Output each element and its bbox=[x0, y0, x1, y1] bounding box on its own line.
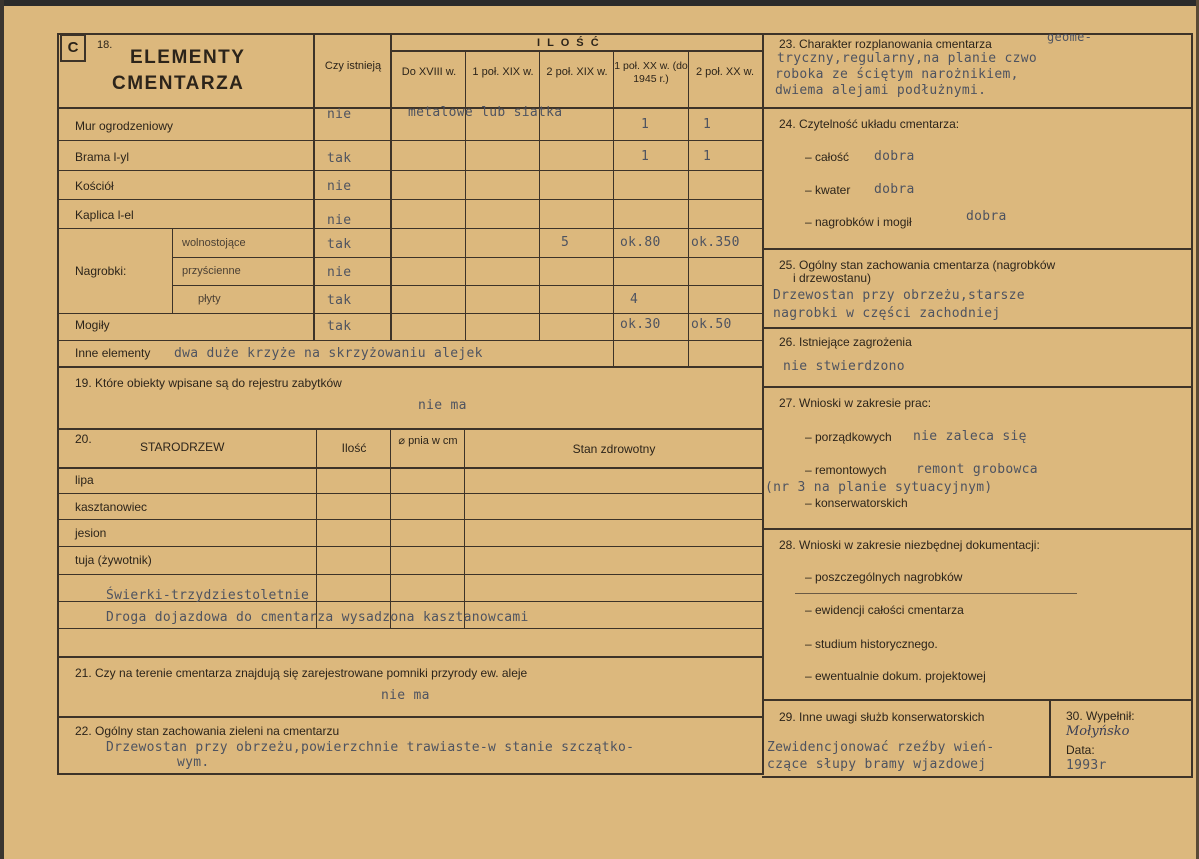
rule bbox=[57, 33, 59, 775]
row-wolno-xx2: ok.350 bbox=[691, 235, 740, 250]
row-plyty-exists: tak bbox=[327, 293, 352, 308]
section-29-label: 29. Inne uwagi służb konserwatorskich bbox=[779, 710, 985, 724]
row-inne-value: dwa duże krzyże na skrzyżowaniu alejek bbox=[174, 346, 483, 361]
section-22-value-line1: Drzewostan przy obrzeżu,powierzchnie trawiaste-w stanie szczątko- bbox=[106, 740, 635, 755]
section-24-kwater-value: dobra bbox=[874, 182, 915, 197]
rule bbox=[57, 313, 763, 314]
section-19-label: 19. Które obiekty wpisane są do rejestru zabytków bbox=[75, 376, 342, 390]
section-23-value-line3: dwiema alejami podłużnymi. bbox=[775, 83, 987, 98]
rule bbox=[57, 428, 763, 430]
row-wolno-xix2: 5 bbox=[561, 235, 570, 250]
rule bbox=[57, 228, 763, 229]
section-26-label: 26. Istniejące zagrożenia bbox=[779, 335, 912, 349]
row-wolno-label: wolnostojące bbox=[182, 237, 246, 249]
rule bbox=[172, 257, 763, 258]
tree-row-lipa: lipa bbox=[75, 473, 94, 487]
section-27-rem-value: remont grobowca bbox=[916, 462, 1038, 477]
rule bbox=[464, 428, 465, 628]
tree-row-kasztanowiec: kasztanowiec bbox=[75, 500, 148, 514]
rule bbox=[57, 773, 763, 775]
row-brama-xx1: 1 bbox=[641, 149, 650, 164]
section-24-label: 24. Czytelność układu cmentarza: bbox=[779, 117, 960, 131]
section-27-porz-value: nie zaleca się bbox=[913, 429, 1027, 444]
row-mur-label: Mur ogrodzeniowy bbox=[75, 119, 174, 133]
col-2pol-xix: 2 poł. XIX w. bbox=[546, 66, 608, 78]
row-mur-xx2: 1 bbox=[703, 117, 712, 132]
row-mur-exists: nie bbox=[327, 107, 352, 122]
rule bbox=[762, 33, 1192, 35]
section-25-value-line1: Drzewostan przy obrzeżu,starsze bbox=[773, 288, 1025, 303]
row-plyty-xx1: 4 bbox=[630, 292, 639, 307]
card-letter-box: C bbox=[60, 34, 86, 62]
section-30-label: 30. Wypełnił: bbox=[1066, 709, 1135, 723]
rule bbox=[688, 50, 689, 367]
row-mur-material: metalowe lub siatka bbox=[408, 105, 563, 120]
rule bbox=[390, 50, 763, 52]
row-nagrobki-label: Nagrobki: bbox=[75, 264, 127, 278]
col-tree-stan: Stan zdrowotny bbox=[572, 442, 656, 456]
section-21-label: 21. Czy na terenie cmentarza znajdują się zarejestrowane pomniki przyrody ew. aleje bbox=[75, 666, 528, 680]
row-brama-label: Brama l-yl bbox=[75, 150, 130, 164]
section-25-label-line1: 25. Ogólny stan zachowania cmentarza (nagrobków bbox=[779, 258, 1056, 272]
row-kaplica-label: Kaplica l-el bbox=[75, 208, 134, 222]
section-23-value-line0: geome- bbox=[1047, 30, 1093, 44]
col-ilosc-header: I L O Ś Ć bbox=[537, 37, 601, 49]
section-23-value-line1: tryczny,regularny,na planie czwo bbox=[777, 51, 1038, 66]
section-18-title-line1: ELEMENTY bbox=[130, 47, 246, 68]
section-27-label: 27. Wnioski w zakresie prac: bbox=[779, 396, 932, 410]
section-19-value: nie ma bbox=[418, 398, 467, 413]
col-do-xviii: Do XVIII w. bbox=[401, 66, 457, 78]
section-28-item-3: – studium historycznego. bbox=[805, 637, 938, 651]
section-24-nagrobkow: – nagrobków i mogił bbox=[805, 215, 912, 229]
rule bbox=[57, 519, 763, 520]
section-25-label-line2: i drzewostanu) bbox=[793, 271, 872, 285]
row-przysc-label: przyścienne bbox=[182, 265, 241, 277]
section-25-value-line2: nagrobki w części zachodniej bbox=[773, 306, 1001, 321]
dashed-rule bbox=[795, 593, 1077, 594]
section-27-rem-value-line2: (nr 3 na planie sytuacyjnym) bbox=[765, 480, 993, 495]
row-brama-exists: tak bbox=[327, 151, 352, 166]
rule bbox=[57, 493, 763, 494]
section-28-item-4: – ewentualnie dokum. projektowej bbox=[805, 669, 986, 683]
rule bbox=[762, 248, 1192, 250]
section-28-item-1: – poszczególnych nagrobków bbox=[805, 570, 963, 584]
section-22-label: 22. Ogólny stan zachowania zieleni na cmentarzu bbox=[75, 724, 340, 738]
section-23-label: 23. Charakter rozplanowania cmentarza bbox=[779, 37, 992, 51]
row-mogily-label: Mogiły bbox=[75, 318, 110, 332]
rule bbox=[57, 628, 763, 629]
section-28-item-2: – ewidencji całości cmentarza bbox=[805, 603, 964, 617]
row-wolno-exists: tak bbox=[327, 237, 352, 252]
row-mogily-xx1: ok.30 bbox=[620, 317, 661, 332]
rule bbox=[313, 33, 315, 340]
rule bbox=[57, 33, 763, 35]
rule bbox=[1191, 33, 1193, 778]
rule bbox=[57, 366, 763, 368]
row-inne-label: Inne elementy bbox=[75, 346, 151, 360]
section-20-note-swierki: Świerki-trzydziestoletnie bbox=[106, 588, 310, 603]
section-26-value: nie stwierdzono bbox=[783, 359, 905, 374]
card-left-edge bbox=[0, 0, 4, 859]
col-tree-pnia: ⌀ pnia w cm bbox=[398, 435, 458, 447]
section-18-number: 18. bbox=[97, 39, 113, 51]
col-1pol-xix: 1 poł. XIX w. bbox=[472, 66, 534, 78]
row-wolno-xx1: ok.80 bbox=[620, 235, 661, 250]
rule bbox=[762, 699, 1192, 701]
row-plyty-label: płyty bbox=[198, 293, 221, 305]
section-29-value-line1: Zewidencjonować rzeźby wień- bbox=[767, 740, 995, 755]
section-28-label: 28. Wnioski w zakresie niezbędnej dokumentacji: bbox=[779, 538, 1040, 552]
rule bbox=[762, 107, 1192, 109]
rule bbox=[613, 50, 614, 367]
row-mogily-xx2: ok.50 bbox=[691, 317, 732, 332]
col-2pol-xx: 2 poł. XX w. bbox=[695, 66, 755, 78]
section-22-value-line2: wym. bbox=[177, 755, 210, 770]
rule bbox=[539, 50, 540, 340]
rule bbox=[316, 428, 317, 628]
tree-row-jesion: jesion bbox=[75, 526, 107, 540]
card-top-edge bbox=[0, 0, 1199, 6]
section-29-value-line2: czące słupy bramy wjazdowej bbox=[767, 757, 987, 772]
section-24-nagrobkow-value: dobra bbox=[966, 209, 1007, 224]
section-30-data-value: 1993r bbox=[1066, 758, 1107, 773]
col-1pol-xx: 1 poł. XX w. (do 1945 r.) bbox=[614, 60, 688, 85]
section-20-title: STARODRZEW bbox=[140, 440, 225, 454]
rule bbox=[172, 228, 173, 313]
section-27-porz: – porządkowych bbox=[805, 430, 892, 444]
rule bbox=[390, 33, 392, 340]
rule bbox=[172, 285, 763, 286]
rule bbox=[762, 33, 764, 775]
col-czy-istnieja: Czy istnieją bbox=[324, 60, 382, 72]
rule bbox=[57, 716, 763, 718]
rule bbox=[390, 428, 391, 628]
col-tree-ilosc: Ilość bbox=[341, 441, 367, 455]
row-mur-xx1: 1 bbox=[641, 117, 650, 132]
section-20-number: 20. bbox=[75, 432, 92, 446]
rule bbox=[762, 327, 1192, 329]
section-18-title-line2: CMENTARZA bbox=[112, 73, 245, 94]
row-przysc-exists: nie bbox=[327, 265, 352, 280]
section-30-signature: Mołyńsko bbox=[1066, 724, 1130, 739]
rule bbox=[57, 170, 763, 171]
rule bbox=[762, 776, 1192, 778]
section-20-note-droga: Droga dojazdowa do cmentarza wysadzona kasztanowcami bbox=[106, 610, 529, 625]
row-kosciol-exists: nie bbox=[327, 179, 352, 194]
row-brama-xx2: 1 bbox=[703, 149, 712, 164]
rule bbox=[762, 528, 1192, 530]
rule bbox=[1049, 699, 1051, 776]
section-30-data-label: Data: bbox=[1066, 743, 1095, 757]
section-21-value: nie ma bbox=[381, 688, 430, 703]
section-24-kwater: – kwater bbox=[805, 183, 851, 197]
section-24-calosc: – całość bbox=[805, 150, 850, 164]
rule bbox=[57, 546, 763, 547]
row-kaplica-exists: nie bbox=[327, 213, 352, 228]
rule bbox=[57, 140, 763, 141]
row-mogily-exists: tak bbox=[327, 319, 352, 334]
section-27-rem: – remontowych bbox=[805, 463, 887, 477]
section-23-value-line2: roboka ze ściętym narożnikiem, bbox=[775, 67, 1019, 82]
rule bbox=[57, 340, 763, 341]
rule bbox=[57, 574, 763, 575]
rule bbox=[57, 467, 763, 469]
rule bbox=[57, 656, 763, 658]
rule bbox=[465, 50, 466, 340]
section-27-kons: – konserwatorskich bbox=[805, 496, 908, 510]
rule bbox=[57, 199, 763, 200]
row-kosciol-label: Kościół bbox=[75, 179, 114, 193]
tree-row-tuja: tuja (żywotnik) bbox=[75, 553, 152, 567]
section-24-calosc-value: dobra bbox=[874, 149, 915, 164]
rule bbox=[762, 386, 1192, 388]
